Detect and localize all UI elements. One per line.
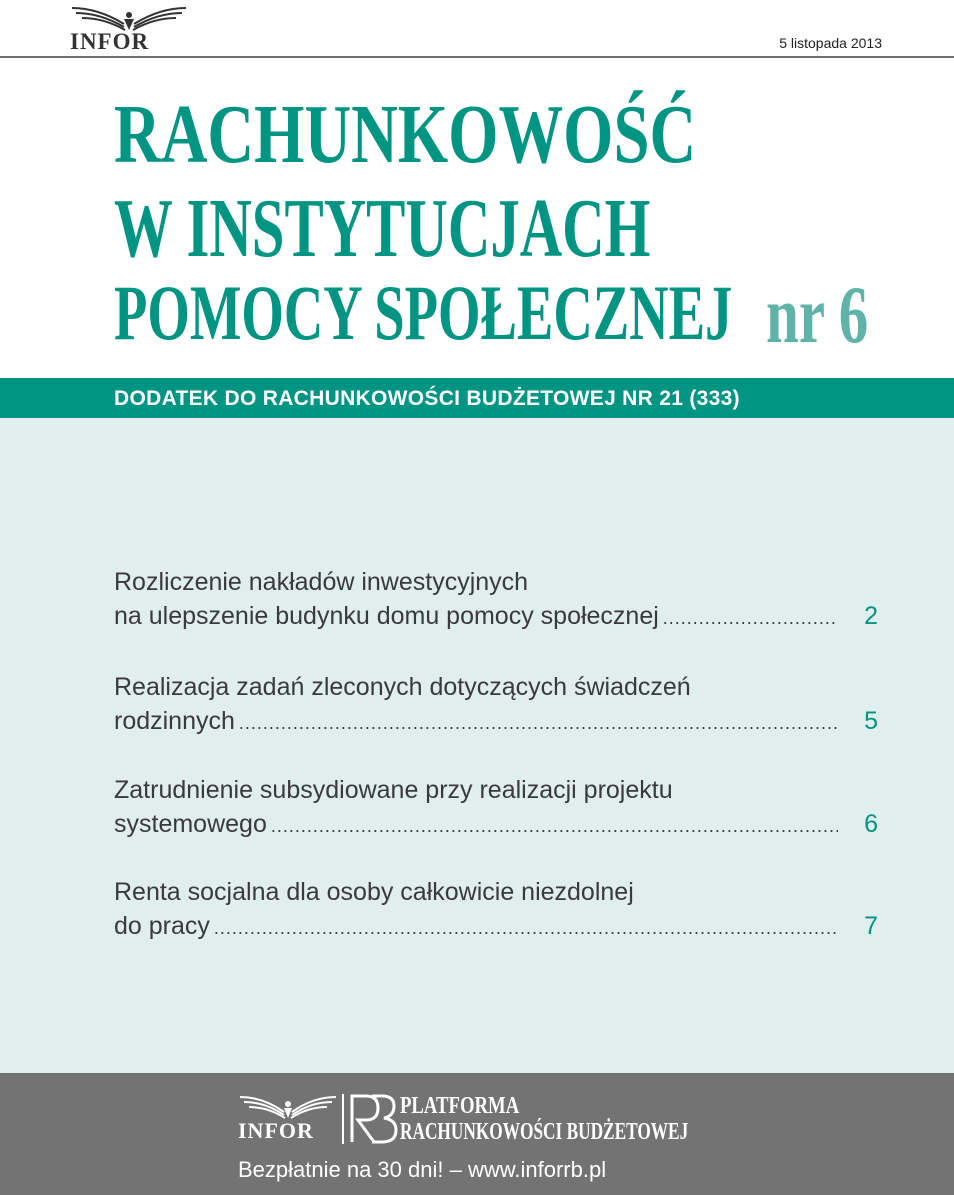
toc-item-title-line1: Zatrudnienie subsydiowane przy realizacji projektu <box>114 776 673 804</box>
toc-item-title-line2: na ulepszenie budynku domu pomocy społecznej <box>114 602 659 630</box>
footer-infor-logo-text: INFOR <box>238 1118 314 1143</box>
toc-page-number: 7 <box>864 912 878 940</box>
toc-item[interactable] <box>114 875 878 945</box>
toc-item[interactable] <box>114 565 878 635</box>
toc-leader-dots <box>663 601 838 635</box>
toc-item-title-line2: rodzinnych <box>114 707 235 735</box>
toc-item-title-line1: Realizacja zadań zleconych dotyczących świadczeń <box>114 673 691 701</box>
toc-item-title-line2: do pracy <box>114 912 210 940</box>
footer-divider <box>342 1094 344 1144</box>
table-of-contents <box>0 418 954 1073</box>
toc-item-title-line2: systemowego <box>114 810 267 838</box>
toc-leader-dots <box>214 911 838 945</box>
toc-item-title-line1: Renta socjalna dla osoby całkowicie niezdolnej <box>114 878 634 906</box>
title-line-3: POMOCY SPOŁECZNEJ <box>114 269 733 356</box>
infor-logo <box>68 2 190 52</box>
toc-page-number: 5 <box>864 707 878 735</box>
toc-item[interactable] <box>114 773 878 843</box>
footer-infor-logo <box>238 1092 338 1144</box>
toc-page-number: 2 <box>864 602 878 630</box>
supplement-text: DODATEK DO RACHUNKOWOŚCI BUDŻETOWEJ NR 21 (333) <box>114 387 740 410</box>
title-line-2: W INSTYTUCJACH <box>114 182 651 275</box>
header-divider <box>0 56 954 58</box>
toc-leader-dots <box>271 809 838 843</box>
infor-wings-icon <box>68 2 190 32</box>
platform-title-line1: PLATFORMA <box>400 1093 520 1119</box>
title-line-1: RACHUNKOWOŚĆ <box>114 88 697 181</box>
toc-page-number: 6 <box>864 810 878 838</box>
toc-leader-dots <box>239 706 838 740</box>
issue-date: 5 listopada 2013 <box>779 35 882 51</box>
rb-monogram-icon <box>348 1092 398 1146</box>
promo-link[interactable]: Bezpłatnie na 30 dni! – www.inforrb.pl <box>238 1157 607 1182</box>
infor-logo-text: INFOR <box>70 29 150 54</box>
issue-number: nr 6 <box>766 269 869 360</box>
platform-title-line2: RACHUNKOWOŚCI BUDŻETOWEJ <box>400 1119 689 1145</box>
infor-wings-icon <box>238 1092 338 1120</box>
toc-item-title-line1: Rozliczenie nakładów inwestycyjnych <box>114 568 529 596</box>
toc-item[interactable] <box>114 670 878 740</box>
